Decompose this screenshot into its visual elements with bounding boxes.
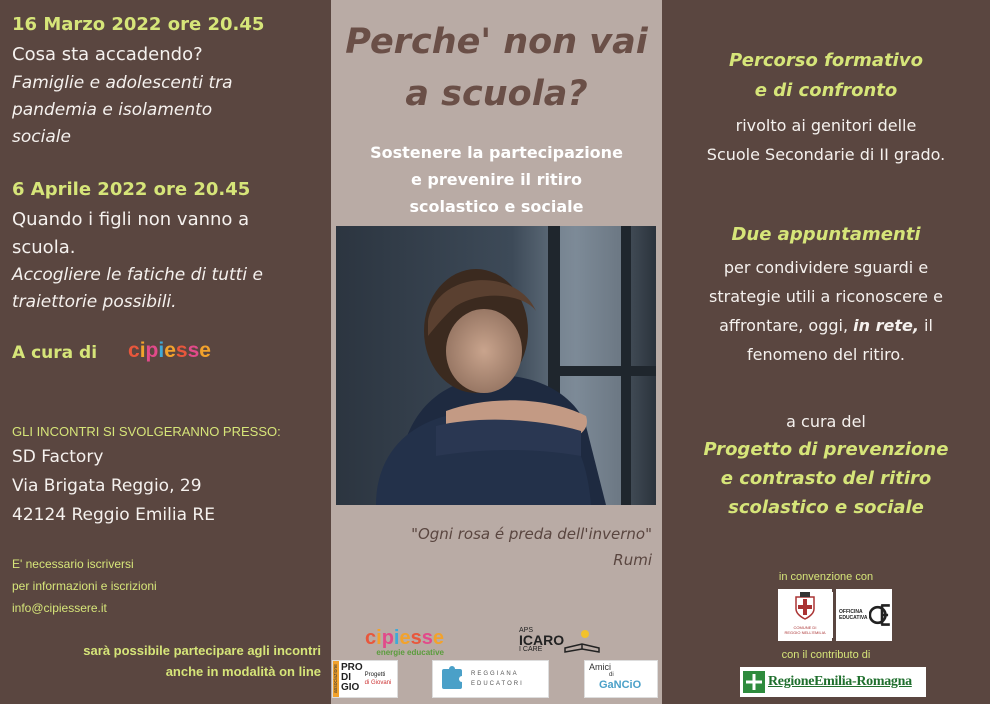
curated-by-label: A cura di xyxy=(12,343,98,363)
event1-subtitle-line: sociale xyxy=(12,127,71,147)
puzzle-icon xyxy=(439,666,465,692)
meetings-text: affrontare, oggi, xyxy=(719,316,849,335)
prodigio-line: GIO xyxy=(341,682,360,693)
online-line: sarà possibile partecipare agli incontri xyxy=(83,643,321,658)
gancio-word: GaNCiO xyxy=(599,679,642,691)
oe-mark-icon xyxy=(869,598,892,632)
venue-line: SD Factory xyxy=(12,447,104,467)
main-title xyxy=(331,16,662,120)
meetings-line xyxy=(662,311,990,340)
venue-line: Via Brigata Reggio, 29 xyxy=(12,476,202,496)
meetings-line: strategie utili a riconoscere e xyxy=(709,287,943,306)
progetti-line: di Giovani xyxy=(364,680,392,686)
region-name: RegioneEmilia-Romagna xyxy=(768,674,912,689)
event2-subtitle-line: Accogliere le fatiche di tutti e xyxy=(12,265,263,285)
amici-line: di xyxy=(609,672,614,678)
event2-subtitle xyxy=(12,262,263,316)
project-name-line: Progetto di prevenzione xyxy=(703,439,949,460)
comune-line: COMUNE DI xyxy=(793,625,817,630)
event1-date: 16 Marzo 2022 ore 20.45 xyxy=(12,14,265,35)
prodigio-line: DI xyxy=(341,672,351,683)
online-line: anche in modalità on line xyxy=(165,664,321,679)
reggiana-line: EDUCATORI xyxy=(471,681,524,687)
boy-at-window-photo xyxy=(336,226,656,505)
main-subtitle-line: Sostenere la partecipazione xyxy=(370,143,623,162)
progetti-line: Progetti xyxy=(364,672,386,678)
venue-line: 42124 Reggio Emilia RE xyxy=(12,505,215,525)
course-heading-line: Percorso formativo xyxy=(729,50,923,71)
convention-label: in convenzione con xyxy=(778,571,874,583)
meetings-heading: Due appuntamenti xyxy=(731,224,921,245)
event2-subtitle-line: traiettorie possibili. xyxy=(12,292,177,312)
meetings-text: il xyxy=(924,316,933,335)
contribution-label: con il contributo di xyxy=(781,649,871,661)
amici-line: Amici xyxy=(589,662,611,672)
comune-text xyxy=(778,625,832,635)
middle-column xyxy=(331,0,662,704)
main-title-line: a scuola? xyxy=(405,74,588,114)
meetings-description xyxy=(662,253,990,369)
comune-reggio-logo xyxy=(778,589,832,641)
left-column xyxy=(0,0,331,704)
cipiesse-logo: cipiesse xyxy=(128,339,211,362)
reggiana-educatori-logo xyxy=(432,660,549,698)
prodigio-mark xyxy=(339,661,365,697)
meetings-line: per condividere sguardi e xyxy=(723,258,929,277)
coat-of-arms-icon xyxy=(794,591,816,621)
reggiana-text xyxy=(471,669,524,689)
quote-author: Rumi xyxy=(613,551,652,569)
cipiesse-tagline: energie educative xyxy=(376,648,444,657)
officina-educativa-logo xyxy=(836,589,892,641)
venue-address xyxy=(12,443,215,530)
registration-line: E' necessario iscriversi xyxy=(12,557,134,571)
amici-gancio-logo xyxy=(584,660,658,698)
officina-line: OFFICINA xyxy=(839,609,863,615)
registration-line: per informazioni e iscrizioni xyxy=(12,579,157,593)
quote-block xyxy=(411,521,652,573)
prodigio-logo xyxy=(332,660,398,698)
project-name-line: scolastico e sociale xyxy=(728,497,924,518)
course-audience-line: Scuole Secondarie di II grado. xyxy=(706,145,946,164)
event1-title: Cosa sta accadendo? xyxy=(12,44,203,65)
main-title-line: Perche' non vai xyxy=(345,22,648,62)
event1-subtitle-line: pandemia e isolamento xyxy=(12,100,213,120)
registration-email[interactable]: info@cipiessere.it xyxy=(12,601,107,615)
right-column xyxy=(662,0,990,704)
regione-emilia-romagna-logo xyxy=(740,667,926,697)
meetings-line: fenomeno del ritiro. xyxy=(747,345,905,364)
event1-subtitle xyxy=(12,70,233,151)
icaro-logo xyxy=(519,627,564,653)
project-intro: a cura del xyxy=(786,412,866,431)
region-mark-icon xyxy=(743,671,765,693)
reggiana-line: REGGIANA xyxy=(471,671,519,677)
prodigio-side-label: associazione xyxy=(333,661,339,697)
event2-date: 6 Aprile 2022 ore 20.45 xyxy=(12,179,251,200)
officina-text xyxy=(839,609,867,621)
logo-divider xyxy=(832,592,833,638)
event2-title-line: Quando i figli non vanno a xyxy=(12,209,250,230)
main-subtitle-line: e prevenire il ritiro xyxy=(410,170,582,189)
course-heading-line: e di confronto xyxy=(754,80,898,101)
comune-line: REGGIO NELL'EMILIA xyxy=(784,630,826,635)
event2-title-line: scuola. xyxy=(12,237,76,258)
meetings-emphasis: in rete, xyxy=(853,316,919,335)
project-name xyxy=(662,435,990,522)
icaro-name: ICARO xyxy=(519,632,565,648)
venue-heading: GLI INCONTRI SI SVOLGERANNO PRESSO: xyxy=(12,424,281,439)
prodigio-line: PRO xyxy=(341,662,363,673)
icaro-sub: I CARE xyxy=(519,646,543,653)
registration-info xyxy=(12,553,157,619)
main-subtitle-line: scolastico e sociale xyxy=(409,197,584,216)
event1-subtitle-line: Famiglie e adolescenti tra xyxy=(12,73,233,93)
project-name-line: e contrasto del ritiro xyxy=(720,468,932,489)
progetti-mark xyxy=(365,661,392,697)
course-audience xyxy=(662,111,990,169)
course-heading xyxy=(662,46,990,106)
cipiesse-partner-logo: cipiesse energie educative xyxy=(365,627,444,657)
officina-line: EDUCATIVA xyxy=(839,615,868,621)
course-audience-line: rivolto ai genitori delle xyxy=(735,116,917,135)
online-note xyxy=(83,640,321,682)
book-icon xyxy=(563,628,601,654)
quote-text: "Ogni rosa é preda dell'inverno" xyxy=(411,525,652,543)
main-subtitle xyxy=(331,139,662,220)
event2-title xyxy=(12,206,249,262)
icaro-small-label: APS xyxy=(519,627,534,634)
